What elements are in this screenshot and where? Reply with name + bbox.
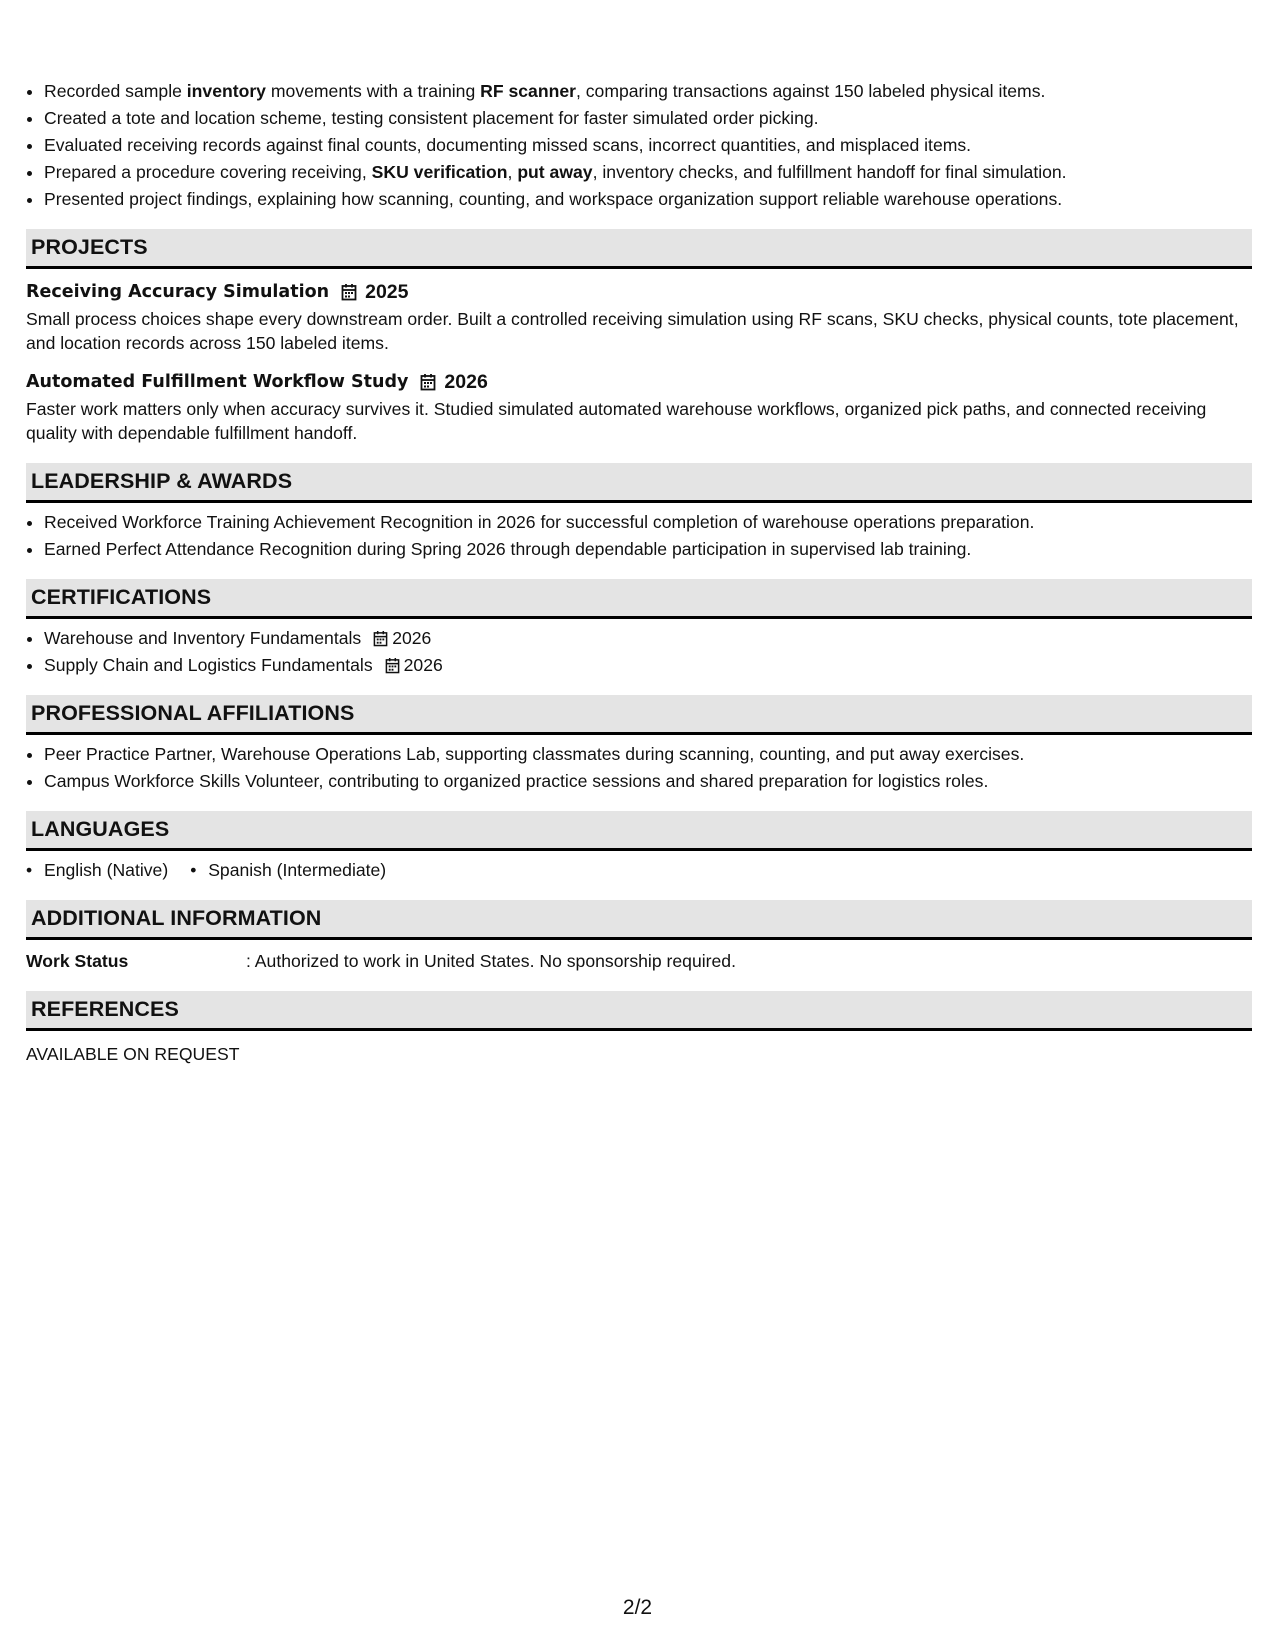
project-entry [26,277,1252,355]
projects-section-heading [26,229,1252,269]
experience-bullet [44,186,1252,213]
section-title: CERTIFICATIONS [31,585,212,609]
experience-bullet [44,105,1252,132]
bullet-text: , inventory checks, and fulfillment handoff for final simulation. [592,162,1067,182]
work-status-label: Work Status [26,951,129,971]
language-list [26,857,1252,884]
experience-bullet-list [26,78,1252,213]
calendar-icon [385,657,400,674]
work-status-value: : Authorized to work in United States. No sponsorship required. [246,951,736,971]
affiliation-item: • Peer Practice Partner, Warehouse Operations Lab, supporting classmates during scanning, counting, and put away exercises. [44,741,1252,768]
project-year: 2025 [365,280,409,303]
section-title: LANGUAGES [31,817,170,841]
experience-bullet [44,132,1252,159]
affiliations-section-heading [26,695,1252,735]
language-item: • English (Native) [26,857,168,884]
emphasized-text: SKU verification [371,162,508,182]
languages-section-heading [26,811,1252,851]
project-title-row [26,367,1252,397]
certification-year: 2026 [403,655,443,675]
page-number: 2/2 [622,1596,653,1619]
project-description: Small process choices shape every downstream order. Built a controlled receiving simulation using RF scans, SKU checks, physical counts, tote placement, and location records across 150 labeled items. [26,309,1239,353]
bullet-text: Created a tote and location scheme, testing consistent placement for faster simulated order picking. [44,108,819,128]
experience-bullet [44,159,1252,186]
certification-name: • Supply Chain and Logistics Fundamentals [44,655,373,675]
bullet-text: movements with a training [265,81,481,101]
work-status-row [26,948,1252,975]
leadership-item: • Earned Perfect Attendance Recognition during Spring 2026 through dependable participation in supervised lab training. [44,536,1252,563]
project-title: Automated Fulfillment Workflow Study [26,372,409,392]
bullet-text: Presented project findings, explaining how scanning, counting, and workspace organization support reliable warehouse operations. [44,189,1063,209]
calendar-icon [341,283,357,301]
experience-bullet [44,78,1252,105]
project-description: Faster work matters only when accuracy survives it. Studied simulated automated warehouse workflows, organized pick paths, and connected receiving quality with dependable fulfillment handoff. [26,399,1207,443]
language-item: • Spanish (Intermediate) [190,857,386,884]
certifications-section-heading [26,579,1252,619]
references-section-heading [26,991,1252,1031]
additional-info-section-heading [26,900,1252,940]
certification-item [44,625,1252,652]
leadership-item: • Received Workforce Training Achievement Recognition in 2026 for successful completion of warehouse operations preparation. [44,509,1252,536]
calendar-icon [420,373,436,391]
bullet-text: , [507,162,518,182]
certification-item [44,652,1252,679]
calendar-icon [373,630,388,647]
section-title: PROFESSIONAL AFFILIATIONS [31,701,355,725]
emphasized-text: put away [517,162,593,182]
bullet-text: Prepared a procedure covering receiving, [44,162,372,182]
section-title: REFERENCES [31,997,179,1021]
project-year: 2026 [444,370,488,393]
project-title: Receiving Accuracy Simulation [26,282,330,302]
bullet-text: Evaluated receiving records against final counts, documenting missed scans, incorrect quantities, and misplaced items. [44,135,972,155]
emphasized-text: inventory [186,81,266,101]
bullet-text: Recorded sample [44,81,187,101]
project-title-row [26,277,1252,307]
resume-page [26,78,1252,1068]
affiliation-item: • Campus Workforce Skills Volunteer, contributing to organized practice sessions and shared preparation for logistics roles. [44,768,1252,795]
certification-name: • Warehouse and Inventory Fundamentals [44,628,362,648]
section-title: PROJECTS [31,235,148,259]
bullet-text: , comparing transactions against 150 labeled physical items. [575,81,1046,101]
leadership-section-heading [26,463,1252,503]
references-text: AVAILABLE ON REQUEST [26,1044,240,1064]
certification-list [26,625,1252,679]
section-title: ADDITIONAL INFORMATION [31,906,322,930]
affiliation-list [26,741,1252,795]
certification-year: 2026 [392,628,432,648]
leadership-list [26,509,1252,563]
project-entry [26,367,1252,445]
emphasized-text: RF scanner [480,81,576,101]
section-title: LEADERSHIP & AWARDS [31,469,293,493]
